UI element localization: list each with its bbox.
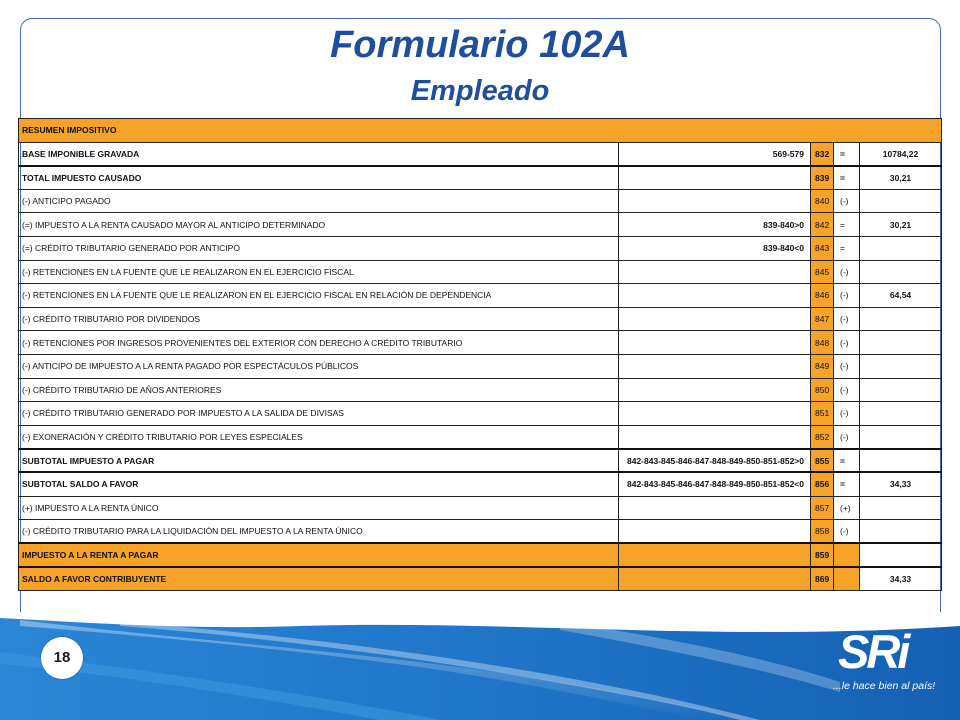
footer-band [0, 612, 960, 720]
row-formula [619, 284, 811, 308]
row-operator: = [834, 166, 860, 190]
row-code: 850 [811, 378, 834, 402]
table-row [19, 496, 942, 520]
row-code: 846 [811, 284, 834, 308]
page-number: 18 [41, 637, 83, 679]
row-description: (-) CRÉDITO TRIBUTARIO DE AÑOS ANTERIORES [19, 378, 619, 402]
row-code: 845 [811, 260, 834, 284]
row-formula [619, 520, 811, 544]
row-description: IMPUESTO A LA RENTA A PAGAR [19, 543, 619, 567]
row-value [860, 236, 942, 260]
row-formula: 842-843-845-846-847-848-849-850-851-852<0 [619, 472, 811, 496]
row-operator [834, 543, 860, 567]
row-operator: (-) [834, 354, 860, 378]
row-operator: (-) [834, 284, 860, 308]
row-operator: (-) [834, 402, 860, 426]
row-operator: (-) [834, 307, 860, 331]
row-description: SUBTOTAL SALDO A FAVOR [19, 472, 619, 496]
row-code: 855 [811, 449, 834, 473]
row-code: 842 [811, 213, 834, 237]
row-description: SALDO A FAVOR CONTRIBUYENTE [19, 567, 619, 591]
row-value [860, 520, 942, 544]
row-value [860, 378, 942, 402]
row-value [860, 496, 942, 520]
row-operator: (-) [834, 260, 860, 284]
table-row [19, 378, 942, 402]
row-formula: 842-843-845-846-847-848-849-850-851-852>0 [619, 449, 811, 473]
row-formula [619, 496, 811, 520]
row-value: 64,54 [860, 284, 942, 308]
row-formula [619, 543, 811, 567]
row-operator: (-) [834, 425, 860, 449]
row-formula [619, 331, 811, 355]
row-value [860, 260, 942, 284]
row-code: 869 [811, 567, 834, 591]
row-operator: = [834, 472, 860, 496]
table-row [19, 520, 942, 544]
table-row [19, 213, 942, 237]
row-code: 849 [811, 354, 834, 378]
row-description: (+) IMPUESTO A LA RENTA ÚNICO [19, 496, 619, 520]
row-formula [619, 402, 811, 426]
table-row [19, 449, 942, 473]
table-row [19, 543, 942, 567]
slide-subtitle: Empleado [410, 75, 550, 107]
row-description: TOTAL IMPUESTO CAUSADO [19, 166, 619, 190]
sri-tagline: ...le hace bien al país! [833, 680, 936, 692]
row-operator: = [834, 142, 860, 166]
row-code: 847 [811, 307, 834, 331]
row-code: 852 [811, 425, 834, 449]
slide-title: Formulario 102A [330, 24, 630, 66]
table-row [19, 284, 942, 308]
table-header-row [19, 119, 942, 143]
row-operator: (-) [834, 189, 860, 213]
row-value: 10784,22 [860, 142, 942, 166]
table-row [19, 472, 942, 496]
row-description: (-) RETENCIONES EN LA FUENTE QUE LE REALIZARON EN EL EJERCICIO FISCAL EN RELACIÓN DE DEPENDENCIA [19, 284, 619, 308]
row-formula [619, 425, 811, 449]
row-code: 832 [811, 142, 834, 166]
row-formula [619, 260, 811, 284]
row-formula [619, 378, 811, 402]
row-operator [834, 567, 860, 591]
row-description: (-) EXONERACIÓN Y CRÉDITO TRIBUTARIO POR LEYES ESPECIALES [19, 425, 619, 449]
table-row [19, 425, 942, 449]
row-value [860, 307, 942, 331]
row-formula [619, 567, 811, 591]
table-row [19, 260, 942, 284]
row-value: 30,21 [860, 213, 942, 237]
row-formula [619, 354, 811, 378]
footer-wave-graphic [0, 612, 960, 720]
row-code: 856 [811, 472, 834, 496]
row-formula: 569-579 [619, 142, 811, 166]
row-description: (-) RETENCIONES POR INGRESOS PROVENIENTES DEL EXTERIOR CON DERECHO A CRÉDITO TRIBUTARIO [19, 331, 619, 355]
table-row [19, 236, 942, 260]
row-code: 858 [811, 520, 834, 544]
row-code: 843 [811, 236, 834, 260]
row-value [860, 331, 942, 355]
table-row [19, 307, 942, 331]
table-row [19, 402, 942, 426]
table-row [19, 189, 942, 213]
row-value [860, 425, 942, 449]
row-operator: (+) [834, 496, 860, 520]
row-value: 30,21 [860, 166, 942, 190]
row-description: (-) CRÉDITO TRIBUTARIO POR DIVIDENDOS [19, 307, 619, 331]
row-operator: (-) [834, 378, 860, 402]
row-description: (-) CRÉDITO TRIBUTARIO GENERADO POR IMPUESTO A LA SALIDA DE DIVISAS [19, 402, 619, 426]
table-row [19, 166, 942, 190]
row-formula: 839-840>0 [619, 213, 811, 237]
row-value [860, 402, 942, 426]
row-description: (=) CRÉDITO TRIBUTARIO GENERADO POR ANTICIPO [19, 236, 619, 260]
row-operator: = [834, 236, 860, 260]
row-code: 839 [811, 166, 834, 190]
row-operator: = [834, 213, 860, 237]
sri-logo: SRi [838, 625, 908, 678]
table-row [19, 567, 942, 591]
row-value [860, 189, 942, 213]
row-operator: (-) [834, 520, 860, 544]
row-value [860, 354, 942, 378]
table-row [19, 142, 942, 166]
row-code: 848 [811, 331, 834, 355]
row-value: 34,33 [860, 472, 942, 496]
row-value [860, 543, 942, 567]
row-description: (-) ANTICIPO DE IMPUESTO A LA RENTA PAGADO POR ESPECTÁCULOS PÚBLICOS [19, 354, 619, 378]
table-row [19, 354, 942, 378]
row-code: 840 [811, 189, 834, 213]
row-operator: (-) [834, 331, 860, 355]
row-description: BASE IMPONIBLE GRAVADA [19, 142, 619, 166]
table-header: RESUMEN IMPOSITIVO [19, 119, 942, 143]
row-code: 851 [811, 402, 834, 426]
row-code: 859 [811, 543, 834, 567]
row-description: (-) ANTICIPO PAGADO [19, 189, 619, 213]
table-row [19, 331, 942, 355]
row-formula [619, 189, 811, 213]
row-formula [619, 307, 811, 331]
row-description: SUBTOTAL IMPUESTO A PAGAR [19, 449, 619, 473]
row-value: 34,33 [860, 567, 942, 591]
tax-summary-table [18, 118, 942, 591]
row-operator: = [834, 449, 860, 473]
row-value [860, 449, 942, 473]
row-code: 857 [811, 496, 834, 520]
row-formula: 839-840<0 [619, 236, 811, 260]
row-description: (=) IMPUESTO A LA RENTA CAUSADO MAYOR AL ANTICIPO DETERMINADO [19, 213, 619, 237]
row-description: (-) CRÉDITO TRIBUTARIO PARA LA LIQUIDACIÓN DEL IMPUESTO A LA RENTA ÚNICO [19, 520, 619, 544]
row-formula [619, 166, 811, 190]
row-description: (-) RETENCIONES EN LA FUENTE QUE LE REALIZARON EN EL EJERCICIO FISCAL [19, 260, 619, 284]
